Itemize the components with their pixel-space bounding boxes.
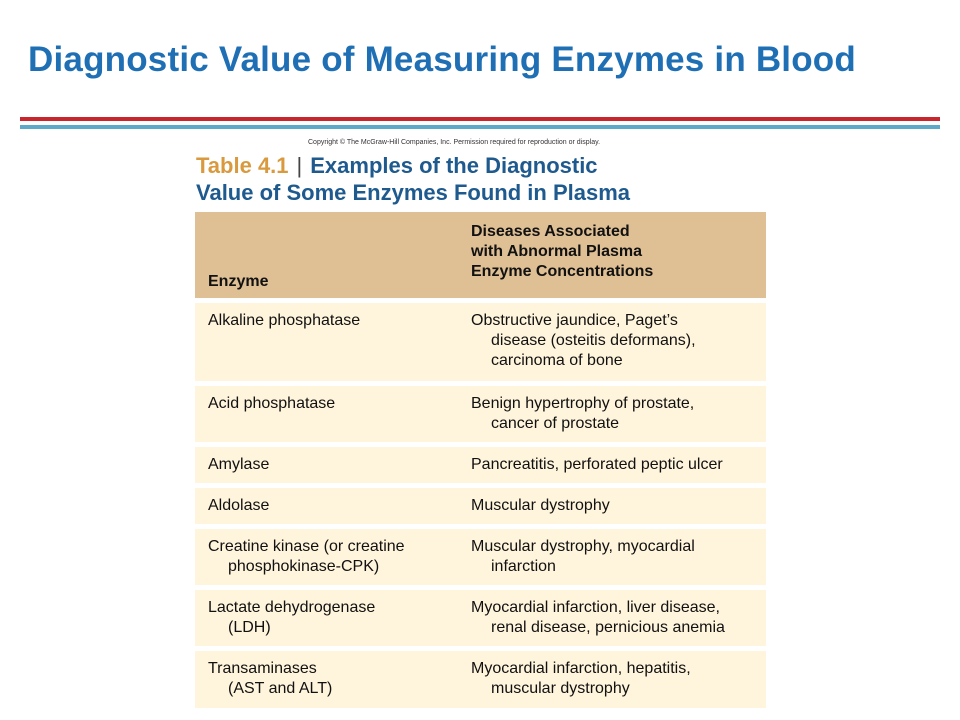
title-divider-red	[20, 117, 940, 121]
disease-description-line: Benign hypertrophy of prostate,	[471, 395, 695, 412]
disease-cell	[458, 651, 766, 708]
disease-description-line: disease (osteitis deformans),	[491, 332, 696, 349]
header-enzyme: Enzyme	[195, 212, 458, 298]
table-row	[195, 488, 766, 524]
disease-description-line: Myocardial infarction, hepatitis,	[471, 660, 691, 677]
disease-cell	[458, 590, 766, 646]
enzyme-name-line: Alkaline phosphatase	[208, 312, 361, 329]
enzyme-cell	[195, 529, 458, 585]
enzyme-name-line: Lactate dehydrogenase	[208, 599, 376, 616]
disease-description-line: muscular dystrophy	[491, 680, 630, 697]
enzyme-name-line: Transaminases	[208, 660, 317, 677]
enzyme-name-line: Aldolase	[208, 497, 270, 514]
enzyme-name-line: (AST and ALT)	[228, 680, 333, 697]
disease-description-line: Myocardial infarction, liver disease,	[471, 599, 720, 616]
table-row	[195, 447, 766, 483]
enzyme-cell	[195, 447, 458, 483]
enzyme-name-line: Creatine kinase (or creatine	[208, 538, 405, 555]
disease-description-line: carcinoma of bone	[491, 352, 623, 369]
table-caption-line-1	[196, 152, 630, 179]
disease-description-line: renal disease, pernicious anemia	[491, 619, 725, 636]
table-header-row	[195, 212, 766, 298]
enzyme-name-line: Acid phosphatase	[208, 395, 336, 412]
caption-title-part-2: Value of Some Enzymes Found in Plasma	[196, 180, 631, 205]
title-divider-teal	[20, 125, 940, 129]
disease-cell	[458, 386, 766, 442]
disease-description-line: Muscular dystrophy	[471, 497, 610, 514]
table-row	[195, 529, 766, 585]
table-body	[195, 303, 766, 708]
header-diseases-line: with Abnormal Plasma	[471, 243, 642, 260]
table-row	[195, 590, 766, 646]
disease-description-line: cancer of prostate	[491, 415, 620, 432]
enzyme-cell	[195, 590, 458, 646]
enzyme-table	[195, 207, 766, 713]
enzyme-name-line: phosphokinase-CPK)	[228, 558, 380, 575]
caption-title-part-1: Examples of the Diagnostic	[310, 153, 598, 178]
enzyme-cell	[195, 386, 458, 442]
table-row	[195, 303, 766, 381]
table-row	[195, 651, 766, 708]
table-row	[195, 386, 766, 442]
header-diseases-line: Diseases Associated	[471, 223, 630, 240]
disease-description-line: Pancreatitis, perforated peptic ulcer	[471, 456, 723, 473]
disease-cell	[458, 303, 766, 381]
header-diseases-line: Enzyme Concentrations	[471, 263, 654, 280]
disease-description-line: Obstructive jaundice, Paget’s	[471, 312, 678, 329]
disease-cell	[458, 529, 766, 585]
enzyme-cell	[195, 488, 458, 524]
copyright-notice: Copyright © The McGraw-Hill Companies, Inc. Permission required for reproduction or display.	[308, 139, 601, 146]
enzyme-cell	[195, 651, 458, 708]
enzyme-name-line: (LDH)	[228, 619, 271, 636]
slide-title: Diagnostic Value of Measuring Enzymes in Blood	[28, 40, 856, 79]
table-number: Table 4.1	[196, 153, 289, 178]
caption-separator: |	[296, 153, 303, 178]
enzyme-cell	[195, 303, 458, 381]
disease-cell	[458, 488, 766, 524]
header-diseases	[458, 212, 766, 298]
table-caption	[196, 152, 630, 206]
enzyme-name-line: Amylase	[208, 456, 270, 473]
disease-description-line: infarction	[491, 558, 556, 575]
disease-description-line: Muscular dystrophy, myocardial	[471, 538, 695, 555]
disease-cell	[458, 447, 766, 483]
